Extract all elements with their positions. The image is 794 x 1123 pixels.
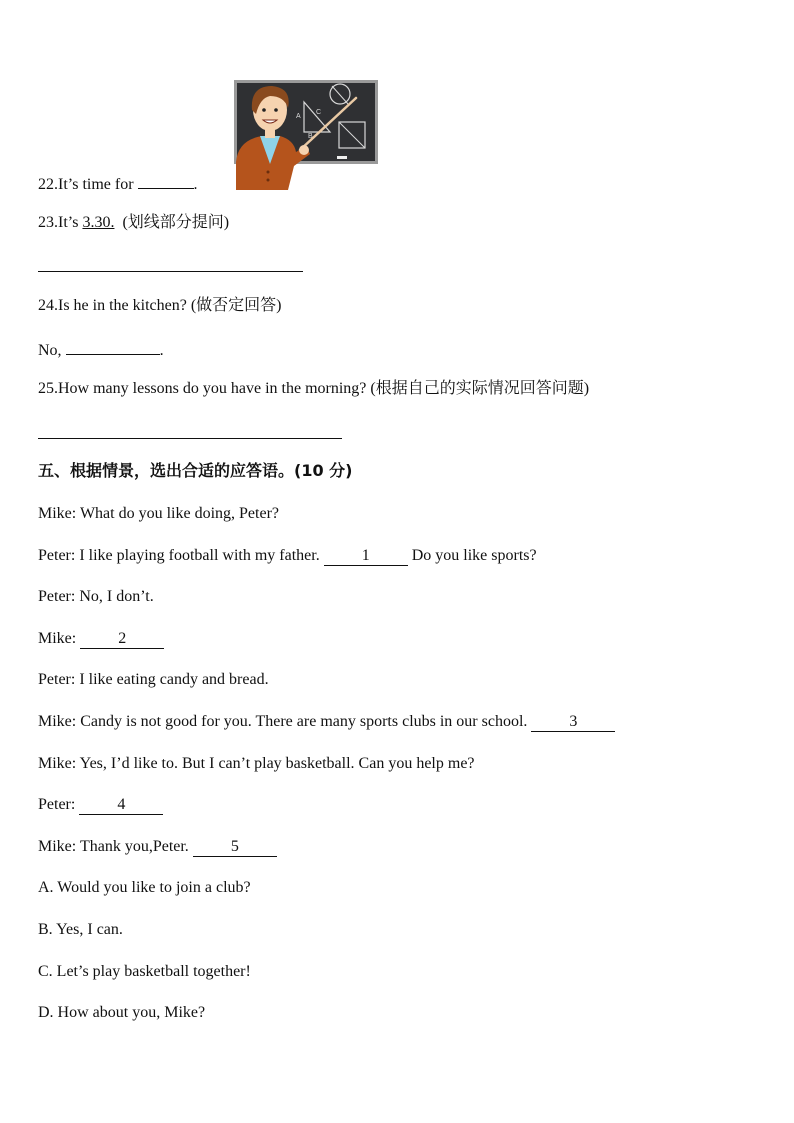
speaker: Mike: [38,630,77,647]
board-letter-a: A [296,113,301,120]
question-23-underlined: 3.30. [82,214,115,231]
dialogue-line-8 [38,795,163,815]
answer-blank-1[interactable]: 1 [324,547,408,566]
question-22-blank[interactable] [138,173,194,189]
question-23-answer-line[interactable] [38,271,303,272]
question-23-prefix: 23.It’s [38,214,79,231]
dialogue-line-7 [38,754,475,774]
question-25 [38,379,589,399]
question-22-text: 22.It’s time for [38,176,134,193]
speaker: Mike: [38,713,77,730]
speaker: Peter: [38,547,76,564]
answer-blank-3[interactable]: 3 [531,713,615,732]
teacher-blackboard-illustration [222,80,382,190]
dialogue-text: I like eating candy and bread. [79,671,269,688]
board-letter-b: B [308,133,313,140]
speaker: Mike: [38,505,77,522]
option-d: D. How about you, Mike? [38,1004,206,1021]
dialogue-text: No, I don’t. [79,588,154,605]
speaker: Mike: [38,838,77,855]
question-22 [38,173,198,195]
dialogue-line-4 [38,629,164,649]
dialogue-line-5 [38,670,269,690]
dialogue-line-2 [38,546,537,566]
answer-blank-5[interactable]: 5 [193,838,277,857]
question-25-text: 25.How many lessons do you have in the morning? (根据自己的实际情况回答问题) [38,380,590,397]
dialogue-text: What do you like doing, Peter? [79,505,279,522]
dialogue-text: Candy is not good for you. There are many sports clubs in our school. [80,713,528,730]
answer-blank-4[interactable]: 4 [79,796,163,815]
option-c: C. Let’s play basketball together! [38,963,251,980]
board-letter-c: C [316,109,322,116]
speaker: Peter: [38,588,76,605]
speaker: Peter: [38,671,76,688]
question-24-blank[interactable] [66,339,160,355]
question-25-answer-line[interactable] [38,438,342,439]
dialogue-text-after: Do you like sports? [411,547,537,564]
question-24 [38,296,282,316]
question-23-note: (划线部分提问) [122,214,230,231]
question-23 [38,213,229,233]
dialogue-text: I like playing football with my father. [79,547,320,564]
option-b: B. Yes, I can. [38,921,123,938]
dialogue-line-1 [38,504,279,524]
speaker: Mike: [38,755,77,772]
question-24-answer-end: . [159,342,164,359]
question-24-answer-prefix: No, [38,342,62,359]
section-5-heading: 五、根据情景，选出合适的应答语。(10 分) [38,461,353,480]
option-a: A. Would you like to join a club? [38,879,251,896]
speaker: Peter: [38,796,76,813]
question-22-end: . [193,176,198,193]
dialogue-text: Yes, I’d like to. But I can’t play basketball. Can you help me? [79,755,475,772]
dialogue-text: Thank you,Peter. [79,838,189,855]
dialogue-line-3 [38,587,154,607]
question-24-text: 24.Is he in the kitchen? (做否定回答) [38,297,282,314]
question-24-answer [38,339,164,361]
dialogue-line-9 [38,837,277,857]
dialogue-line-6 [38,712,615,732]
answer-blank-2[interactable]: 2 [80,630,164,649]
